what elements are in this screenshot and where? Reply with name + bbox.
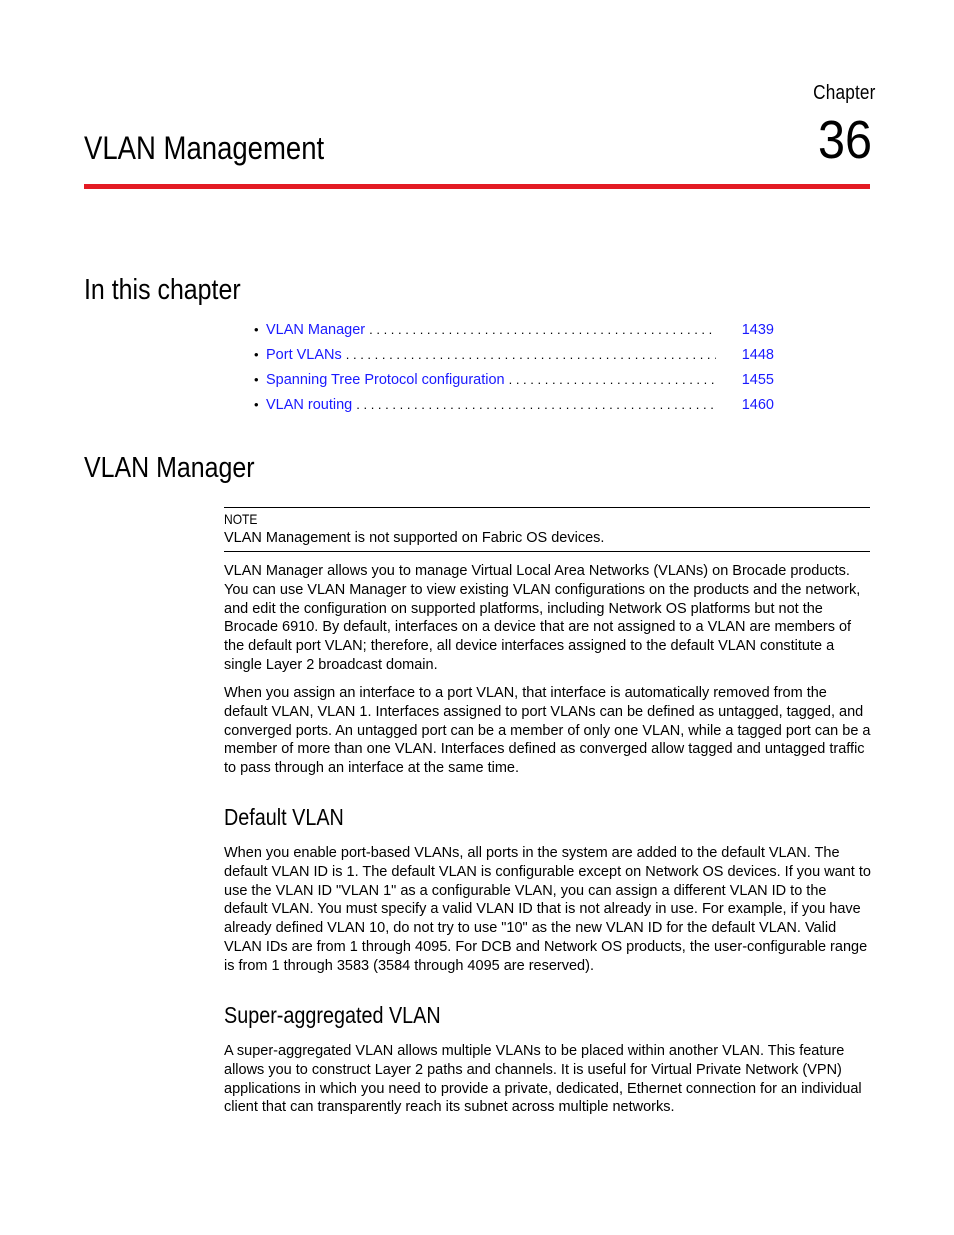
leader-dots — [369, 322, 716, 337]
default-vlan-paragraph: When you enable port-based VLANs, all ports in the system are added to the default VLAN. The default VLAN ID is 1. The default VLAN is configurable except on Network OS devices. If you want to use the VLAN ID "VLAN 1" as a configurable VLAN, you can assign a different VLAN ID to the default VLAN. You must specify a valid VLAN ID that is not already in use. For example, if you have already defined VLAN 10, do not try to use "10" as the new VLAN ID for the default VLAN. Valid VLAN IDs are from 1 through 4095. For DCB and Network OS products, the user-configurable range is from 1 through 3583 (3584 through 4095 are reserved). — [224, 845, 871, 974]
vlan-manager-paragraph-1: VLAN Manager allows you to manage Virtual Local Area Networks (VLANs) on Brocade products. You can use VLAN Manager to view existing VLAN configurations on the products and the network, and edit the configuration on supported platforms, including Network OS platforms but not the Brocade 6910. By default, interfaces on a device that are not assigned to a VLAN are members of the default port VLAN; therefore, all device interfaces assigned to the default VLAN constitute a single Layer 2 broadcast domain. — [224, 563, 861, 673]
toc-link-vlan-routing[interactable]: VLAN routing — [266, 397, 353, 413]
default-vlan-heading: Default VLAN — [224, 804, 344, 830]
chapter-title-rule — [84, 184, 870, 189]
toc-item[interactable] — [254, 397, 774, 422]
toc-item[interactable] — [254, 322, 774, 347]
toc-page-number[interactable]: 1455 — [741, 372, 774, 388]
toc-link-port-vlans[interactable]: Port VLANs — [266, 347, 342, 363]
note-box — [224, 507, 870, 552]
toc-link-vlan-manager[interactable]: VLAN Manager — [266, 322, 366, 338]
chapter-number: 36 — [817, 110, 872, 170]
bullet-icon: • — [254, 372, 259, 387]
bullet-icon: • — [254, 397, 259, 412]
vlan-manager-paragraph-2: When you assign an interface to a port VLAN, that interface is automatically removed from the default VLAN, VLAN 1. Interfaces assigned to port VLANs can be defined as untagged, tagged, and converged ports. An untagged port can be a member of only one VLAN, while a tagged port can be a member of more than one VLAN. Interfaces defined as converged allow tagged and untagged traffic to pass through an interface at the same time. — [224, 685, 871, 777]
leader-dots — [356, 397, 716, 412]
super-aggregated-vlan-heading: Super-aggregated VLAN — [224, 1002, 441, 1028]
chapter-toc — [254, 322, 774, 422]
toc-page-number[interactable]: 1460 — [741, 397, 774, 413]
bullet-icon: • — [254, 347, 259, 362]
toc-link-spanning-tree[interactable]: Spanning Tree Protocol configuration — [266, 372, 505, 388]
toc-page-number[interactable]: 1439 — [741, 322, 774, 338]
chapter-label: Chapter — [813, 82, 876, 104]
bullet-icon: • — [254, 322, 259, 337]
toc-item[interactable] — [254, 372, 774, 397]
toc-page-number[interactable]: 1448 — [741, 347, 774, 363]
note-label: NOTE — [224, 511, 258, 527]
chapter-title: VLAN Management — [84, 130, 325, 166]
vlan-manager-heading: VLAN Manager — [84, 452, 255, 484]
toc-item[interactable] — [254, 347, 774, 372]
in-this-chapter-heading: In this chapter — [84, 274, 241, 306]
super-aggregated-vlan-paragraph: A super-aggregated VLAN allows multiple VLANs to be placed within another VLAN. This feature allows you to construct Layer 2 paths and channels. It is useful for Virtual Private Network (VPN) applications in which you need to provide a private, dedicated, Ethernet connection for an individual client that can transparently reach its subnet across multiple networks. — [224, 1043, 862, 1116]
leader-dots — [346, 347, 716, 362]
note-text: VLAN Management is not supported on Fabric OS devices. — [224, 530, 605, 546]
leader-dots — [509, 372, 716, 387]
